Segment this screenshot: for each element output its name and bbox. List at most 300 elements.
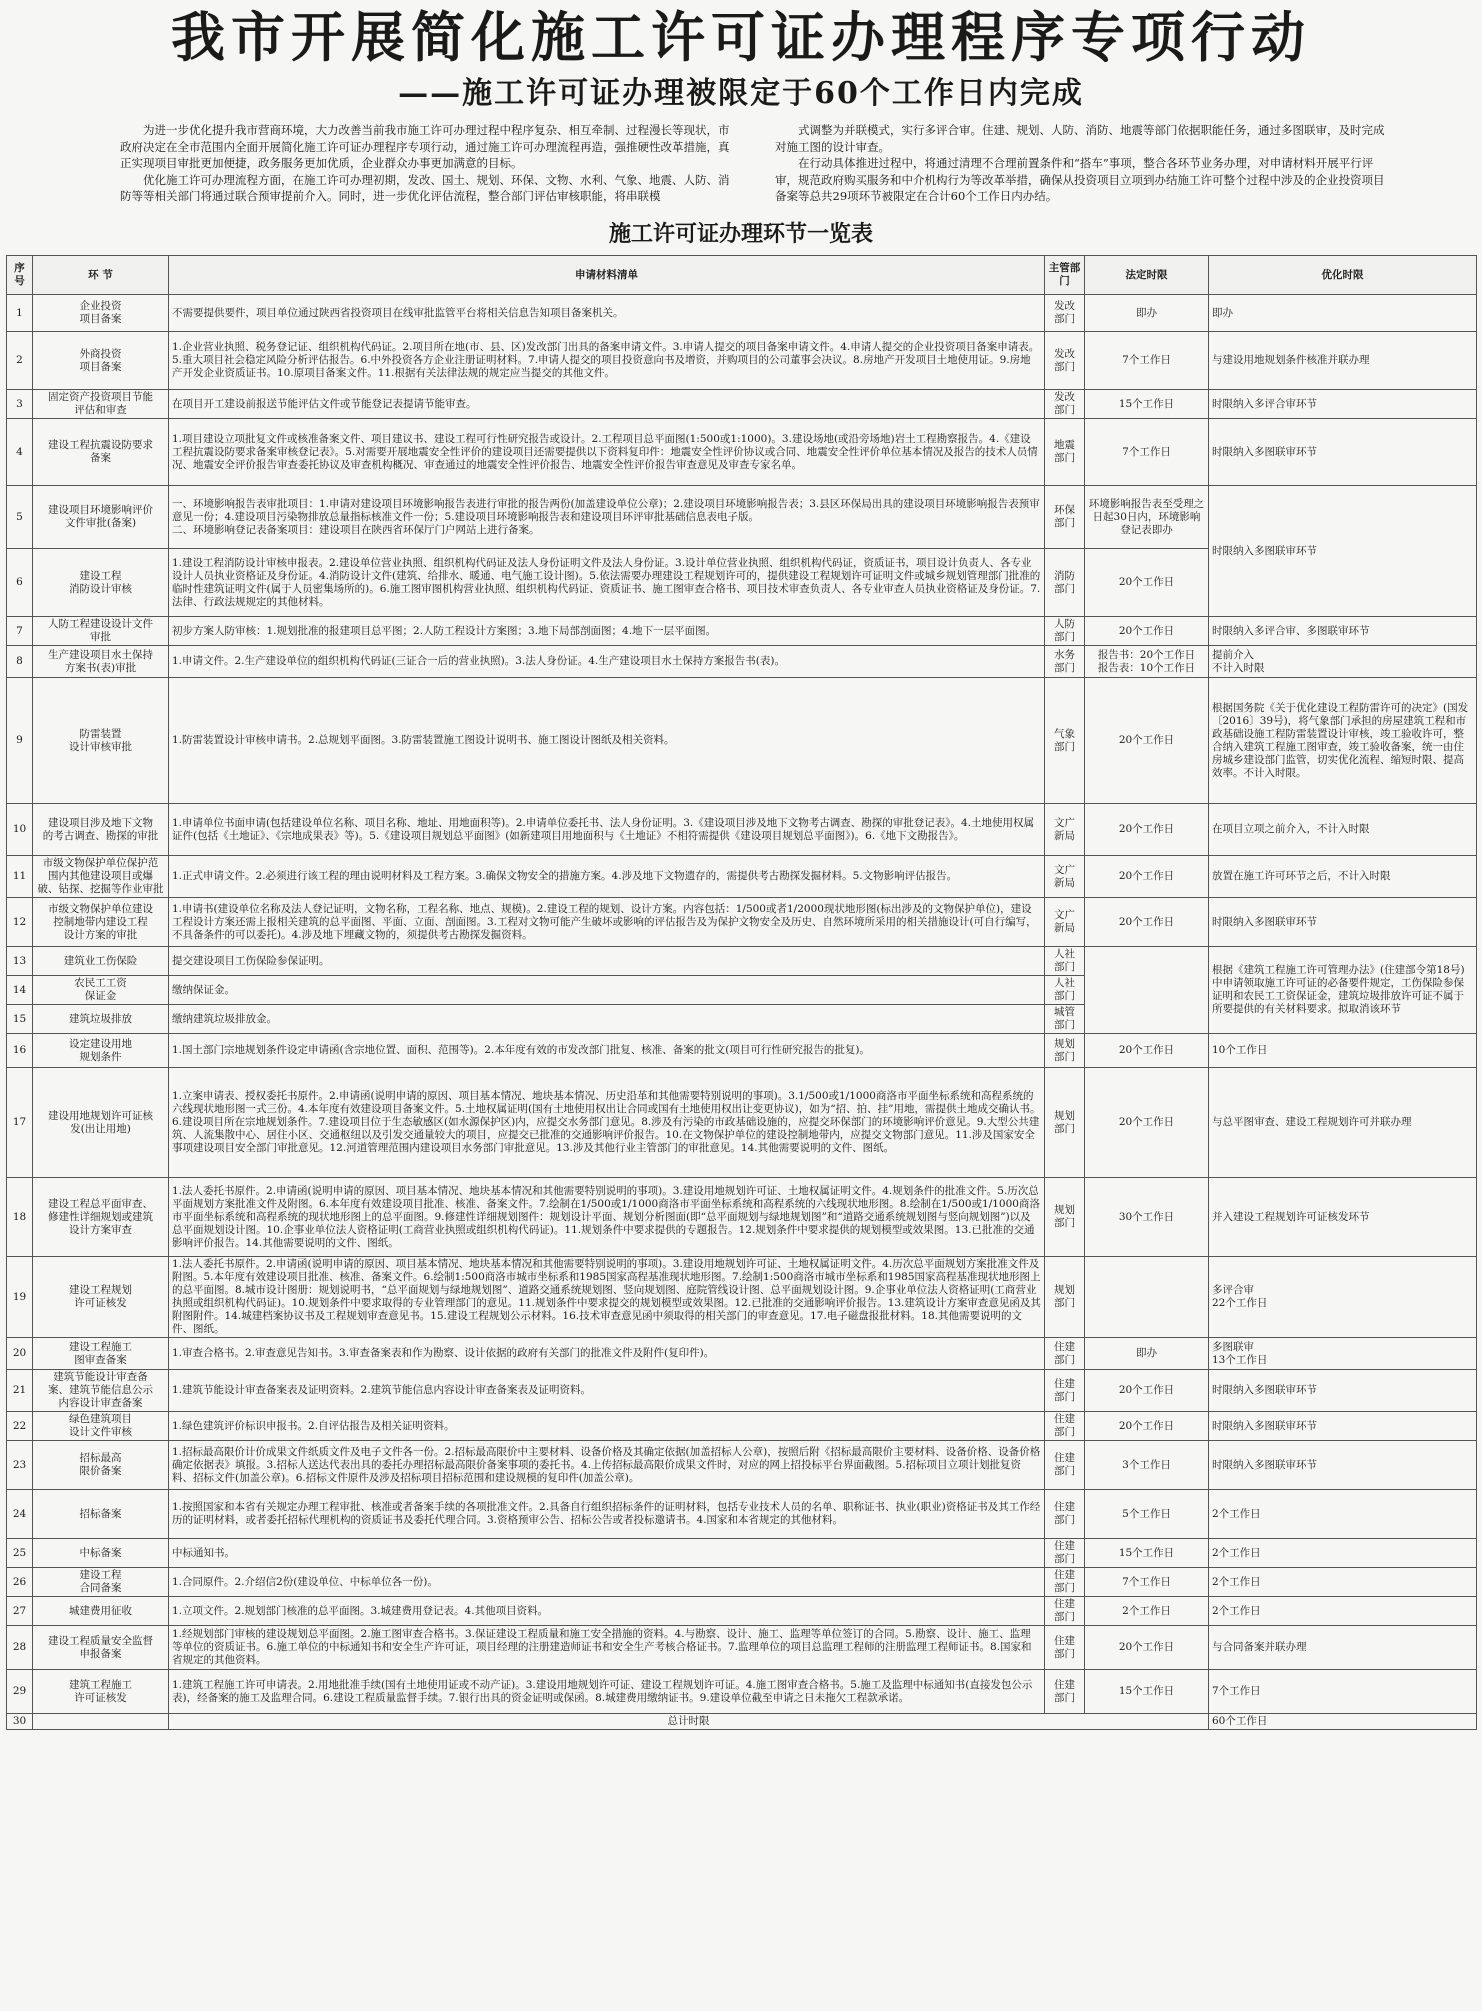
row-step [33,1338,169,1370]
header-step: 环 节 [33,256,169,295]
row-step [33,1539,169,1568]
row-materials [169,1338,1045,1370]
row-materials-text: 1.建设工程消防设计审核申报表。2.建设单位营业执照、组织机构代码证及法人身份证明文件及法人身份证。3.设计单位营业执照、组织机构代码证，资质证书，项目设计负责人、各专业设计人员执业资格证及身份证。4.消防设计文件(建筑、给排水、暖通、电气施工设计图)。5.依法需要办理建设工程规划许可的，提供建设工程规划许可证明文件或城乡规划管理部门批准的临时性建筑证明文件(属于人员密集场所的)。6.施工图审图机构营业执照、组织机构代码证、资质证书、施工图审查合格书、项目技术审查负责人、各专业审查人员执业资格证及身份证。7.法律、行政法规规定的其他材料。 [172,556,1041,608]
row-legal-time-text: 2个工作日 [1122,1604,1171,1617]
table-row [7,1370,1477,1412]
row-number-text: 30 [12,1715,27,1727]
row-optimized-time [1209,1670,1477,1714]
row-number-text: 22 [12,1419,27,1432]
row-number [7,1338,33,1370]
row-dept-text: 文广 新局 [1054,816,1075,842]
row-legal-time-text: 20个工作日 [1118,1384,1175,1396]
row-optimized-time-text: 与建设用地规划条件核准并联办理 [1212,354,1370,366]
row-materials-text: 提交建设项目工伤保险参保证明。 [172,954,330,967]
row-number-text: 19 [12,1290,27,1303]
row-number [7,486,33,549]
row-step-text: 防雷装置 设计审核审批 [69,727,132,753]
row-dept [1045,332,1085,390]
row-optimized-time [1209,1490,1477,1539]
row-dept-text: 规划 部门 [1054,1204,1075,1229]
row-optimized-time-text: 时限纳入多评合审、多图联审环节 [1212,624,1370,637]
row-number-text: 17 [12,1116,27,1128]
table-row [7,856,1477,898]
row-step [33,1005,169,1034]
row-optimized-time [1209,419,1477,486]
table-row [7,1597,1477,1626]
row-optimized-time [1209,947,1477,1034]
row-step [33,856,169,898]
row-step [33,1490,169,1539]
row-dept-text: 住建 部门 [1054,1340,1075,1366]
row-step-text: 中标备案 [79,1546,122,1559]
table-row [7,1626,1477,1670]
row-optimized-time [1209,1714,1477,1730]
row-step-text: 建筑工程施工 许可证核发 [69,1678,132,1704]
row-number-text: 16 [12,1044,27,1056]
row-dept [1045,804,1085,856]
table-row [7,1034,1477,1068]
row-legal-time-text: 20个工作日 [1118,1641,1175,1653]
row-number [7,678,33,804]
row-materials-text: 在项目开工建设前报送节能评估文件或节能登记表提请节能审查。 [172,397,477,410]
row-step-text: 建设项目环境影响评价 文件审批(备案) [48,504,153,529]
row-optimized-time-text: 时限纳入多图联审环节 [1212,445,1317,458]
row-dept-text: 住建 部门 [1054,1377,1075,1403]
row-step-text: 人防工程建设设计文件 审批 [48,618,153,643]
row-legal-time-text: 20个工作日 [1118,915,1175,928]
row-legal-time-text: 20个工作日 [1118,823,1175,835]
row-number [7,646,33,678]
row-dept [1045,419,1085,486]
row-dept-text: 发改 部门 [1054,391,1075,416]
table-row [7,617,1477,646]
row-materials [169,1412,1045,1441]
row-number [7,419,33,486]
row-dept [1045,1034,1085,1068]
row-dept [1045,1338,1085,1370]
row-legal-time [1085,678,1209,804]
row-dept [1045,646,1085,678]
row-materials [169,646,1045,678]
row-step-text: 企业投资 项目备案 [79,300,122,325]
intro-paragraph: 在行动具体推进过程中，将通过清理不合理前置条件和“搭车”事项，整合各环节业务办理，对申请材料开展平行评审，规范政府购买服务和中介机构行为等改革举措，确保从投资项目立项到办结施工许可整个过程中涉及的企业投资项目备案等总共29项环节被限定在合计60个工作日内办结。 [775,156,1385,203]
row-materials [169,1539,1045,1568]
row-number [7,1412,33,1441]
intro-paragraph: 优化施工许可办理流程方面，在施工许可办理初期，发改、国土、规划、环保、文物、水利、气象、地震、人防、消防等等相关部门将通过联合预审提前介入。同时，进一步优化评估流程，整合部门评估审核职能，将串联模 [120,172,730,203]
table-row [7,1568,1477,1597]
row-optimized-time-text: 在项目立项之前介入，不计入时限 [1212,823,1370,835]
headline: 我市开展简化施工许可证办理程序专项行动 [171,6,1311,69]
row-dept-text: 住建 部门 [1054,1452,1075,1477]
row-dept-text: 住建 部门 [1054,1634,1075,1660]
row-materials-text: 1.审查合格书。2.审查意见告知书。3.审查备案表和作为勘察、设计依据的政府有关部门的批准文件及附件(复印件)。 [172,1347,715,1359]
row-legal-time-text: 5个工作日 [1122,1507,1171,1520]
row-optimized-time-text: 2个工作日 [1212,1507,1261,1520]
row-dept [1045,617,1085,646]
row-optimized-time [1209,1539,1477,1568]
row-legal-time [1085,1539,1209,1568]
row-step-text: 绿色建筑项目 设计文件审核 [69,1413,132,1438]
row-materials-text: 缴纳保证金。 [172,983,235,996]
table-row [7,1412,1477,1441]
row-step-text: 建筑节能设计审查备 案、建筑节能信息公示 内容设计审查备案 [48,1371,153,1409]
row-optimized-time-text: 时限纳入多图联审环节 [1212,1458,1317,1471]
row-optimized-time-text: 2个工作日 [1212,1546,1261,1559]
row-legal-time-text: 15个工作日 [1118,1546,1175,1559]
row-optimized-time [1209,1626,1477,1670]
row-legal-time [1085,1412,1209,1441]
row-legal-time [1085,1597,1209,1626]
row-number-text: 24 [12,1507,27,1520]
row-step [33,419,169,486]
table-row [7,1257,1477,1338]
row-legal-time [1085,1034,1209,1068]
row-number-text: 9 [16,734,23,746]
row-dept [1045,1568,1085,1597]
row-dept-text: 住建 部门 [1054,1598,1075,1623]
row-number-text: 20 [12,1347,27,1359]
table-row [7,1714,1477,1730]
row-dept-text: 住建 部门 [1054,1413,1075,1438]
row-optimized-time [1209,1257,1477,1338]
row-step [33,295,169,332]
row-dept-text: 住建 部门 [1054,1540,1075,1565]
row-legal-time [1085,1068,1209,1178]
row-dept [1045,1412,1085,1441]
row-materials-text: 1.法人委托书原件。2.申请函(说明申请的原因、项目基本情况、地块基本情况和其他需要特别说明的事项)。3.建设用地规划许可证、土地权属证明文件。4.规划条件的批准文件。5.历次总平面规划方案批准文件及附图。6.本年度有效建设项目批准、核准、备案文件。7.绘制在1/500或1/1000商洛市平面坐标系统和高程系统的六线现状地形图。8.绘制在1/500或1/1000商洛市平面坐标系统和高程系统的现状地形图上的总平面图。9.修建性详细规划图件：规划设计平面、规划分析图面(即“总平面规划与绿地规划图”和“道路交通系统规划图与竖向规划图”)以及总平面规划设计图。10.企事业单位法人资格证明(工商营业执照或组织机构代码证)。11.规划条件中要求提供的专题报告。12.规划条件中要求提供的规划模型或效果图。13.已批准的交通影响评价报告。14.其他需要说明的文件、图纸。 [172,1184,1040,1249]
table-row [7,804,1477,856]
row-dept [1045,678,1085,804]
row-legal-time-text: 20个工作日 [1118,1116,1175,1128]
row-optimized-time [1209,486,1477,617]
row-number-text: 13 [12,954,27,967]
row-number-text: 29 [12,1685,27,1697]
row-number [7,1370,33,1412]
row-optimized-time [1209,1068,1477,1178]
row-step [33,1568,169,1597]
row-number [7,1597,33,1626]
row-step-text: 生产建设项目水土保持 方案书(表)审批 [48,648,153,674]
row-legal-time-text: 20个工作日 [1118,576,1175,588]
row-legal-time [1085,947,1209,1034]
row-step [33,646,169,678]
row-step-text: 建设工程规划 许可证核发 [69,1284,132,1309]
intro-paragraph: 为进一步优化提升我市营商环境，大力改善当前我市施工许可办理过程中程序复杂、相互牵制、过程漫长等现状，市政府决定在全市范围内全面开展简化施工许可证办理程序专项行动，通过施工许可办理流程再造，强推硬性改革措施，真正实现项目审批更加便捷，政务服务更加优质，企业群众办事更加满意的目标。 [120,123,730,170]
row-dept [1045,976,1085,1005]
row-materials [169,1034,1045,1068]
row-optimized-time-text: 时限纳入多图联审环节 [1212,915,1317,928]
row-optimized-time [1209,804,1477,856]
row-number [7,1068,33,1178]
row-step-text: 建筑业工伤保险 [63,954,138,967]
row-step [33,486,169,549]
row-materials-text: 1.正式申请文件。2.必须进行该工程的理由说明材料及工程方案。3.确保文物安全的措施方案。4.涉及地下文物遗存的，需提供考古勘探发掘材料。5.文物影响评估报告。 [172,870,958,882]
row-materials-text: 1.申请书(建设单位名称及法人登记证明，文物名称，工程名称、地点、规模)。2.建设工程的规划、设计方案。内容包括：1/500或者1/2000现状地形图(标出涉及的文物保护单位)，建设工程设计方案还需上报相关建筑的总平面图、平面、立面、剖面图。3.工程对文物可能产生破坏或影响的评估报告及为保护文物安全及历史、自然环境所采用的相关措施设计(可自行编写，不具备条件的可以委托)。4.涉及地下埋藏文物的，须提供考古勘探发掘资料。 [172,902,1037,941]
row-dept [1045,1670,1085,1714]
row-step-text: 招标备案 [79,1507,122,1520]
row-materials [169,1005,1045,1034]
row-number [7,332,33,390]
table-row [7,295,1477,332]
row-legal-time-text: 即办 [1136,306,1157,319]
row-dept [1045,549,1085,617]
row-materials [169,1597,1045,1626]
row-step [33,1441,169,1490]
row-step-text: 建设工程 合同备案 [79,1569,122,1594]
row-dept [1045,295,1085,332]
row-legal-time-text: 7个工作日 [1122,445,1171,458]
row-number [7,549,33,617]
row-number-text: 2 [16,354,23,366]
row-number-text: 8 [16,655,23,667]
row-number-text: 15 [12,1012,27,1025]
row-legal-time-text: 15个工作日 [1118,1685,1175,1697]
row-optimized-time [1209,332,1477,390]
row-number [7,617,33,646]
row-step [33,1670,169,1714]
row-legal-time [1085,856,1209,898]
row-optimized-time-text: 与合同备案并联办理 [1212,1641,1307,1653]
row-dept [1045,1441,1085,1490]
row-number [7,1568,33,1597]
table-body [7,295,1477,1730]
row-number [7,856,33,898]
row-materials [169,804,1045,856]
row-legal-time-text: 30个工作日 [1118,1210,1175,1223]
row-optimized-time-text: 即办 [1212,306,1233,319]
row-number [7,1441,33,1490]
row-optimized-time-text: 提前介入 不计入时限 [1212,648,1265,674]
row-materials [169,1490,1045,1539]
table-row [7,332,1477,390]
row-step-text: 建设用地规划许可证核 发(出让用地) [48,1109,153,1135]
row-dept [1045,1257,1085,1338]
table-row [7,1178,1477,1257]
row-optimized-time [1209,1597,1477,1626]
row-number-text: 3 [16,397,23,410]
row-materials-text: 1.建筑工程施工许可申请表。2.用地批准手续(国有土地使用证或不动产证)。3.建设用地规划许可证、建设工程规划许可证。4.施工图审查合格书。5.施工及监理中标通知书(直接发包公示表)，经备案的施工及监理合同。6.建设工程质量监督手续。7.银行出具的资金证明或保函。8.城建费用缴纳证书。9.建设单位截至申请之日未拖欠工程款承诺。 [172,1678,1033,1704]
subheadline: ——施工许可证办理被限定于60个工作日内完成 [398,76,1084,111]
row-dept-text: 发改 部门 [1054,347,1075,373]
header-legal-time: 法定时限 [1085,256,1209,295]
row-legal-time-text: 20个工作日 [1118,870,1175,882]
row-materials [169,1441,1045,1490]
row-dept-text: 环保 部门 [1054,504,1075,529]
row-legal-time [1085,1257,1209,1338]
row-materials-text: 1.申请文件。2.生产建设单位的组织机构代码证(三证合一后的营业执照)。3.法人身份证。4.生产建设项目水土保持方案报告书(表)。 [172,655,785,667]
row-legal-time [1085,804,1209,856]
row-legal-time [1085,1338,1209,1370]
row-number [7,1178,33,1257]
table-title: 施工许可证办理环节一览表 [608,222,873,247]
row-materials [169,1370,1045,1412]
row-number [7,1005,33,1034]
row-materials [169,390,1045,419]
row-materials-text: 1.合同原件。2.介绍信2份(建设单位、中标单位各一份)。 [172,1575,438,1588]
row-dept [1045,1178,1085,1257]
row-step [33,947,169,976]
row-optimized-time-text: 时限纳入多图联审环节 [1212,544,1317,557]
row-legal-time-text: 20个工作日 [1118,1044,1175,1056]
row-number-text: 4 [16,445,23,458]
row-dept-text: 城管 部门 [1054,1006,1075,1031]
row-legal-time [1085,1178,1209,1257]
row-number-text: 14 [12,983,27,996]
row-legal-time [1085,295,1209,332]
row-optimized-time-text: 时限纳入多评合审环节 [1212,397,1317,410]
row-number [7,1714,33,1730]
table-row [7,678,1477,804]
row-materials [169,856,1045,898]
row-materials [169,617,1045,646]
row-optimized-time [1209,1370,1477,1412]
row-number [7,976,33,1005]
row-materials [169,1178,1045,1257]
row-optimized-time [1209,646,1477,678]
table-header-row [7,256,1477,295]
row-step [33,1370,169,1412]
row-optimized-time [1209,1034,1477,1068]
table-row [7,419,1477,486]
row-legal-time-text: 20个工作日 [1118,1419,1175,1432]
row-step [33,976,169,1005]
row-legal-time-text: 7个工作日 [1122,1575,1171,1588]
row-number-text: 5 [16,510,23,523]
row-step [33,549,169,617]
row-optimized-time-text: 与总平图审查、建设工程规划许可并联办理 [1212,1116,1412,1128]
row-dept [1045,898,1085,947]
row-dept [1045,486,1085,549]
row-legal-time-text: 20个工作日 [1118,734,1175,746]
row-number-text: 26 [12,1575,27,1588]
row-materials [169,332,1045,390]
total-label-text: 总计时限 [667,1715,710,1727]
row-dept [1045,947,1085,976]
row-dept [1045,1597,1085,1626]
row-optimized-time-text: 时限纳入多图联审环节 [1212,1384,1317,1396]
row-optimized-time-text: 多图联审 13个工作日 [1212,1340,1268,1366]
row-step [33,617,169,646]
row-number [7,947,33,976]
row-dept-text: 规划 部门 [1054,1037,1075,1063]
row-legal-time-text: 环境影响报告表至受理之日起30日内，环境影响登记表即办 [1088,497,1205,536]
row-materials-text: 1.企业营业执照、税务登记证、组织机构代码证。2.项目所在地(市、县、区)发改部门出具的备案申请文件。3.申请人提交的项目备案申请文件。4.申请人提交的企业投资项目备案申请表。5.重大项目社会稳定风险分析评估报告。6.中外投资各方企业注册证明材料。7.申请人提交的项目投资意向书及增资，并购项目的公司董事会决议。8.房地产开发项目土地使用证。9.房地产开发企业资质证书。10.原项目备案文件。11.根据有关法律法规的规定应当提交的其他文件。 [172,341,1040,379]
row-step-text: 建设工程抗震设防要求 备案 [48,439,153,464]
row-legal-time [1085,1626,1209,1670]
procedure-table [6,255,1477,1730]
row-step [33,390,169,419]
row-optimized-time-text: 放置在施工许可环节之后，不计入时限 [1212,870,1391,882]
row-number-text: 27 [12,1604,27,1617]
row-optimized-time-text: 2个工作日 [1212,1575,1261,1588]
row-number-text: 6 [16,576,23,588]
table-row [7,947,1477,976]
row-number [7,1670,33,1714]
row-materials-text: 1.防雷装置设计审核申请书。2.总规划平面图。3.防雷装置施工图设计说明书、施工图设计图纸及相关资料。 [172,734,675,746]
row-legal-time [1085,646,1209,678]
row-step [33,1178,169,1257]
row-number-text: 1 [16,306,23,319]
row-dept-text: 住建 部门 [1054,1569,1075,1594]
row-number-text: 28 [12,1641,27,1653]
row-legal-time [1085,1441,1209,1490]
row-legal-time [1085,898,1209,947]
row-optimized-time-text: 多评合审 22个工作日 [1212,1284,1268,1309]
row-materials-text: 1.项目建设立项批复文件或核准备案文件、项目建议书、建设工程可行性研究报告或设计。2.工程项目总平面图(1:500或1:1000)。3.建设场地(或沿旁场地)岩土工程勘察报告。4.《建设工程抗震设防要求备案审核登记表》。5.对需要开展地震安全性评价的建设项目还需要提供以下资料复印件：地震安全性评价协议或合同、地震安全性评价单位基本情况及报告的技术人员情况、地震安全评价报告审查委托协议及审查机构概况、审查通过的地震安全性评价报告、地震安全性评价报告审查意见及审查专家名单。 [172,432,1038,471]
row-materials-text: 中标通知书。 [172,1546,235,1559]
table-row [7,1441,1477,1490]
row-step-text: 招标最高 限价备案 [79,1452,122,1477]
row-optimized-time [1209,390,1477,419]
row-number [7,1034,33,1068]
row-step-text: 建设工程施工 图审查备案 [69,1340,132,1366]
row-legal-time-text: 3个工作日 [1122,1458,1171,1471]
row-optimized-time [1209,1338,1477,1370]
row-dept-text: 住建 部门 [1054,1501,1075,1526]
row-materials [169,1670,1045,1714]
row-dept-text: 文广 新局 [1054,863,1075,889]
table-row [7,898,1477,947]
row-dept-text: 地震 部门 [1054,439,1075,464]
row-dept [1045,856,1085,898]
row-materials [169,976,1045,1005]
row-number-text: 11 [12,870,27,882]
row-number [7,295,33,332]
row-materials-text: 1.按照国家和本省有关规定办理工程审批、核准或者备案手续的各项批准文件。2.具备自行组织招标条件的证明材料，包括专业技术人员的名单、职称证书、执业(职业)资格证书及其工作经历的证明材料，或者委托招标代理机构的资质证书及委托代理合同。3.资格预审公告、招标公告或者投标邀请书。4.国家和本省规定的其他材料。 [172,1501,1041,1526]
row-number-text: 25 [12,1546,27,1559]
row-dept-text: 文广 新局 [1054,909,1075,934]
row-materials [169,295,1045,332]
row-dept-text: 规划 部门 [1054,1284,1075,1309]
row-materials [169,947,1045,976]
row-step [33,1068,169,1178]
row-materials-text: 1.建筑节能设计审查备案表及证明资料。2.建筑节能信息内容设计审查备案表及证明资料。 [172,1384,592,1396]
row-optimized-time-text: 60个工作日 [1212,1715,1268,1727]
row-legal-time-text: 报告书：20个工作日 报告表：10个工作日 [1097,648,1196,674]
header-dept: 主管部门 [1045,256,1085,295]
row-step [33,1412,169,1441]
row-legal-time-text: 15个工作日 [1118,397,1175,410]
row-legal-time-text: 7个工作日 [1122,354,1171,366]
table-row [7,1068,1477,1178]
row-number-text: 21 [12,1384,27,1396]
table-row [7,1338,1477,1370]
row-dept-text: 气象 部门 [1054,727,1075,753]
row-dept [1045,1370,1085,1412]
row-materials-text: 1.法人委托书原件。2.申请函(说明申请的原因、项目基本情况、地块基本情况和其他需要特别说明的事项)。3.建设用地规划许可证、土地权属证明文件。4.历次总平面规划方案批准文件及附图。5.本年度有效建设项目批准、核准、备案文件。6.绘制1:500商洛市城市坐标系和1985国家高程基准现状地形图。7.绘制1:500商洛市城市坐标系和1985国家高程基准现状地形图上的总平面图。8.城市设计图册：规划说明书，“总平面规划与绿地规划图”、道路交通系统规划图、竖向规划图、庭院管线设计图、总平面规划设计图。9.企事业单位法人资格证明(工商营业执照或组织机构代码证)。10.规划条件中要求取得的专业管理部门的意见。11.规划条件中要求提交的规划模型或效果图。12.已批准的交通影响评价报告。13.建筑设计方案审查意见函及其附图附件。14.城建档案协议书及工程规划审查意见书。15.建设工程规划公示材料。16.技术审查意见函中须取得的相关部门的审查意见。17.电子磁盘报批材料。18.其他需要说明的文件、图纸。 [172,1258,1041,1335]
row-legal-time [1085,390,1209,419]
intro-paragraph: 式调整为并联模式，实行多评合审。住建、规划、人防、消防、地震等部门依据职能任务，通过多图联审，及时完成对施工图的设计审查。 [775,123,1385,154]
row-number [7,1539,33,1568]
row-optimized-time [1209,617,1477,646]
row-number-text: 7 [16,624,23,637]
intro-column-left [120,122,737,218]
row-number [7,898,33,947]
row-optimized-time-text: 10个工作日 [1212,1044,1268,1056]
row-legal-time-text: 即办 [1136,1347,1157,1359]
row-number [7,390,33,419]
row-materials-text: 1.立案申请表、授权委托书原件。2.申请函(说明申请的原因、项目基本情况、地块基本情况、历史沿革和其他需要特别说明的事项)。3.1/500或1/1000商洛市平面坐标系统和高程系统的六线现状地形图一式三份。4.本年度有效建设项目备案文件。5.土地权属证明(国有土地使用权出让合同或国有土地使用权出让变更协议)，如为“招、拍、挂”用地，需提供土地成交确认书。6.建设项目所在宗地规划条件。7.建设项目位于生态敏感区(如水源保护区)内，应提交水务部门意见。8.涉及有污染的市政基础设施的，应提交环保部门的环境影响评价意见。9.大型公共建筑、人流集散中心、居住小区、交通枢纽以及引发交通量较大的项目，应提交已批准的交通影响评价报告。10.在文物保护单位的建设控制地带内，应提交文物部门意见。11.涉及国家安全事项建设项目安全部门审批意见。12.河道管理范围内建设项目水务部门审批意见。13.涉及其他行业主管部门的审批意见。14.其他需要说明的文件、图纸。 [172,1090,1041,1154]
row-dept-text: 人社 部门 [1054,948,1075,973]
row-step-text: 市级文物保护单位建设 控制地带内建设工程 设计方案的审批 [48,902,153,941]
table-row [7,1490,1477,1539]
row-optimized-time-text: 根据《建筑工程施工许可管理办法》(住建部令第18号)中申请领取施工许可证的必备要件规定，工伤保险参保证明和农民工工资保证金，建筑垃圾排放许可证不属于所要提供的有关材料要求。拟取消该环节 [1212,964,1465,1015]
row-materials [169,1257,1045,1338]
table-row [7,646,1477,678]
row-legal-time [1085,486,1209,549]
row-legal-time [1085,419,1209,486]
row-step-text: 建设项目涉及地下文物 的考古调查、勘探的审批 [42,816,159,842]
